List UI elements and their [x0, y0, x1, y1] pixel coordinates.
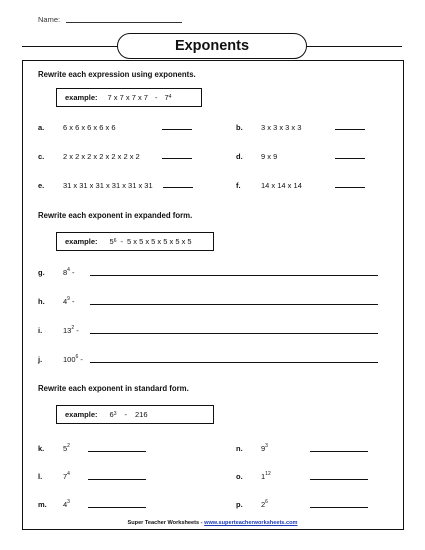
answer-line-h[interactable] [90, 304, 378, 305]
example-answer-exponent: 4 [168, 93, 172, 100]
item-expression-d: 9 x 9 [261, 152, 278, 161]
example-expanded: 5 x 5 x 5 x 5 x 5 x 5 [126, 237, 192, 246]
item-letter-a: a. [38, 123, 45, 132]
example-label: example: [65, 237, 98, 246]
title-banner [117, 33, 307, 59]
item-expression-b: 3 x 3 x 3 x 3 [261, 123, 302, 132]
answer-blank-p[interactable] [310, 507, 368, 508]
footer-brand: Super Teacher Worksheets [127, 520, 200, 526]
answer-blank-a[interactable] [162, 129, 192, 130]
section3-heading: Rewrite each exponent in standard form. [38, 384, 189, 393]
answer-blank-k[interactable] [88, 451, 146, 452]
item-letter-d: d. [236, 152, 243, 161]
item-letter-j: j. [38, 355, 43, 364]
section3-example-box [56, 405, 214, 424]
answer-line-i[interactable] [90, 333, 378, 334]
item-letter-l: l. [38, 472, 43, 481]
item-letter-h: h. [38, 297, 45, 306]
page-title: Exponents [174, 38, 250, 54]
section1-example-box [56, 88, 202, 107]
answer-blank-f[interactable] [335, 187, 365, 188]
example-exponent: 3 [113, 410, 117, 417]
name-line[interactable] [66, 22, 182, 23]
answer-blank-c[interactable] [162, 158, 192, 159]
item-letter-n: n. [236, 444, 243, 453]
answer-blank-d[interactable] [335, 158, 365, 159]
item-letter-b: b. [236, 123, 243, 132]
item-letter-f: f. [236, 181, 241, 190]
item-exponent-p: $2^6$ [261, 499, 268, 509]
name-label: Name: [38, 15, 61, 24]
item-exponent-m: $4^3$ [63, 499, 70, 509]
item-letter-o: o. [236, 472, 243, 481]
answer-blank-e[interactable] [163, 187, 193, 188]
example-dash: - [120, 237, 123, 246]
answer-blank-l[interactable] [88, 479, 146, 480]
example-standard: 216 [134, 410, 148, 419]
footer [0, 520, 425, 526]
answer-line-j[interactable] [90, 362, 378, 363]
answer-line-g[interactable] [90, 275, 378, 276]
item-letter-g: g. [38, 268, 45, 277]
example-label: example: [65, 410, 98, 419]
item-letter-e: e. [38, 181, 45, 190]
answer-blank-o[interactable] [310, 479, 368, 480]
footer-separator: - [200, 520, 203, 526]
example-exponent: 6 [113, 237, 117, 244]
section1-heading: Rewrite each expression using exponents. [38, 70, 196, 79]
item-exponent-o: $1^{12}$ [261, 471, 271, 481]
example-answer-base: 7 [164, 93, 169, 102]
item-exponent-g: $8^4$ - [63, 267, 75, 277]
example-base: 6 [109, 410, 114, 419]
item-letter-k: k. [38, 444, 45, 453]
item-exponent-h: $4^9$ - [63, 296, 75, 306]
item-exponent-l: $7^4$ [63, 471, 70, 481]
item-letter-m: m. [38, 500, 47, 509]
answer-blank-m[interactable] [88, 507, 146, 508]
example-dash: - [124, 410, 127, 419]
answer-blank-n[interactable] [310, 451, 368, 452]
item-expression-e: 31 x 31 x 31 x 31 x 31 x 31 [63, 181, 153, 190]
example-base: 5 [109, 237, 114, 246]
item-letter-c: c. [38, 152, 45, 161]
section2-example-box [56, 232, 214, 251]
item-exponent-j: $100^6$ - [63, 354, 83, 364]
example-label: example: [65, 93, 98, 102]
example-expression: 7 x 7 x 7 x 7 [107, 93, 148, 102]
item-exponent-k: $5^2$ [63, 443, 70, 453]
item-exponent-n: $9^3$ [261, 443, 268, 453]
item-expression-a: 6 x 6 x 6 x 6 x 6 [63, 123, 116, 132]
item-expression-f: 14 x 14 x 14 [261, 181, 302, 190]
item-letter-i: i. [38, 326, 43, 335]
example-dash: - [154, 93, 158, 102]
answer-blank-b[interactable] [335, 129, 365, 130]
section2-heading: Rewrite each exponent in expanded form. [38, 211, 193, 220]
item-letter-p: p. [236, 500, 243, 509]
item-expression-c: 2 x 2 x 2 x 2 x 2 x 2 x 2 [63, 152, 140, 161]
item-exponent-i: $13^2$ - [63, 325, 79, 335]
footer-link[interactable]: www.superteacherworksheets.com [204, 520, 298, 526]
